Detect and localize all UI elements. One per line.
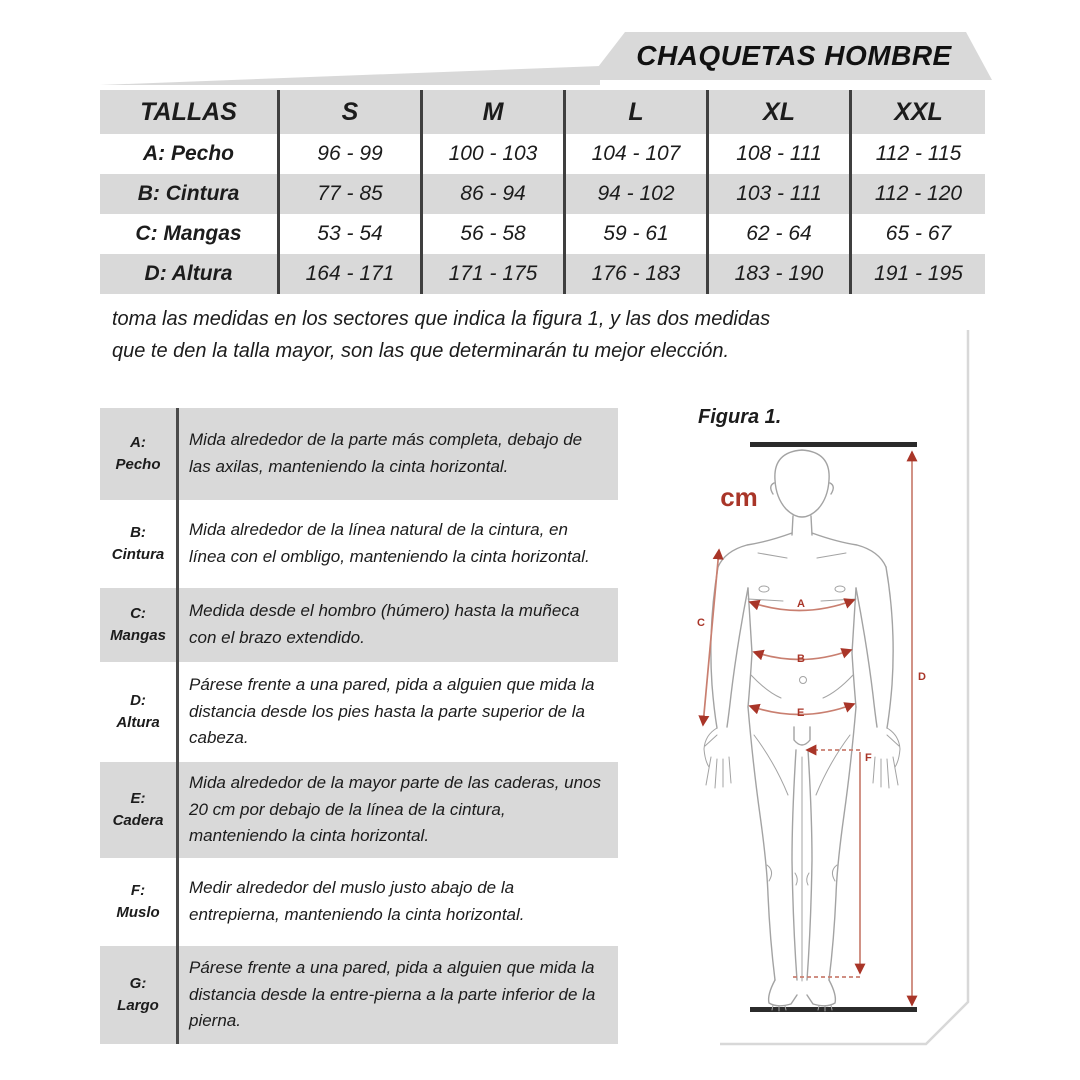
row-label-pecho: A: Pecho: [142, 142, 234, 165]
col-header-tallas: TALLAS: [100, 90, 277, 134]
cell-mangas-xxl: 65 - 67: [849, 214, 985, 254]
label-c-sleeve: C: [697, 617, 705, 629]
label-d-height: D: [918, 671, 926, 683]
col-header-s: S: [277, 90, 420, 134]
guide-description: Párese frente a una pared, pida a alguien que mida la distancia desde la entre-pierna a la parte inferior de la pierna.: [189, 958, 596, 1031]
guide-label: B: Cintura: [111, 523, 165, 563]
row-label-cintura: B: Cintura: [100, 174, 277, 214]
note-line-2: que te den la talla mayor, son las que determinarán tu mejor elección.: [112, 340, 730, 363]
cell-altura-xxl: 191 - 195: [849, 254, 985, 294]
right-leg: [807, 707, 856, 980]
guide-description: Medida desde el hombro (húmero) hasta la muñeca con el brazo extendido.: [189, 601, 580, 647]
crotch-mark: [794, 727, 810, 745]
col-header-xl: XL: [706, 90, 849, 134]
body-measurement-figure: [655, 395, 975, 1055]
cell-cintura-xl: 103 - 111: [706, 174, 849, 214]
cell-altura-s: 164 - 171: [277, 254, 420, 294]
row-label-mangas: C: Mangas: [135, 222, 242, 245]
col-header-m: M: [420, 90, 563, 134]
right-hand: [873, 728, 900, 788]
right-nipple: [835, 586, 845, 592]
cell-pecho-xxl: 112 - 115: [849, 134, 985, 174]
guide-label: C: Mangas: [110, 604, 166, 644]
cell-cintura-l: 94 - 102: [563, 174, 706, 214]
left-nipple: [759, 586, 769, 592]
size-table: [100, 90, 985, 294]
right-ear: [830, 483, 833, 494]
left-leg: [748, 707, 797, 980]
guide-description: Mida alrededor de la mayor parte de las caderas, unos 20 cm por debajo de la línea de la cintura, manteniendo la cinta horizontal.: [189, 773, 602, 846]
cell-mangas-xl: 62 - 64: [706, 214, 849, 254]
right-arm: [856, 567, 893, 728]
col-header-l: L: [563, 90, 706, 134]
floor-bar: [750, 1007, 917, 1012]
guide-label: E: Cadera: [112, 789, 164, 829]
cell-altura-m: 171 - 175: [420, 254, 563, 294]
note-line-1: toma las medidas en los sectores que indica la figura 1, y las dos medidas: [112, 308, 771, 330]
guide-label: G: Largo: [117, 974, 159, 1014]
cell-altura-l: 176 - 183: [563, 254, 706, 294]
cell-pecho-s: 96 - 99: [277, 134, 420, 174]
label-e-hip: E: [797, 707, 805, 719]
right-foot: [807, 980, 835, 1006]
guide-description: Mida alrededor de la línea natural de la cintura, en línea con el ombligo, manteniendo la cinta horizontal.: [189, 520, 590, 566]
col-header-xxl: XXL: [849, 90, 985, 134]
guide-label: F: Muslo: [116, 881, 160, 921]
measurement-marks: [703, 452, 912, 1005]
unit-label: cm: [720, 482, 758, 512]
label-a-chest: A: [797, 598, 805, 610]
left-arm: [711, 567, 748, 728]
guide-description: Medir alrededor del muslo justo abajo de la entrepierna, manteniendo la cinta horizontal.: [189, 878, 525, 924]
cell-pecho-l: 104 - 107: [563, 134, 706, 174]
guide-label: A: Pecho: [115, 433, 161, 473]
cell-cintura-xxl: 112 - 120: [849, 174, 985, 214]
row-label-altura: D: Altura: [100, 254, 277, 294]
page-title: CHAQUETAS HOMBRE: [636, 40, 952, 71]
shoulders: [718, 533, 886, 567]
neck: [792, 516, 812, 535]
human-body-outline: [704, 450, 900, 1011]
cell-cintura-s: 77 - 85: [277, 174, 420, 214]
measuring-guide: [100, 408, 618, 1044]
clavicles: [758, 553, 846, 558]
guide-description: Mida alrededor de la parte más completa, debajo de las axilas, manteniendo la cinta horizontal.: [189, 430, 583, 476]
guide-label: D: Altura: [116, 691, 160, 731]
sleeve-measure-arrow: [703, 550, 719, 725]
figure-caption: Figura 1.: [698, 406, 782, 428]
hip-lines: [751, 675, 853, 698]
cell-altura-xl: 183 - 190: [706, 254, 849, 294]
cell-cintura-m: 86 - 94: [420, 174, 563, 214]
label-b-waist: B: [797, 653, 805, 665]
cell-pecho-xl: 108 - 111: [706, 134, 849, 174]
cell-mangas-s: 53 - 54: [277, 214, 420, 254]
cell-pecho-m: 100 - 103: [420, 134, 563, 174]
cell-mangas-m: 56 - 58: [420, 214, 563, 254]
instructions-note: [112, 303, 922, 368]
head: [775, 450, 829, 517]
navel: [800, 677, 807, 684]
guide-description: Párese frente a una pared, pida a alguien que mida la distancia desde los pies hasta la parte superior de la cabeza.: [189, 675, 595, 748]
left-foot: [769, 980, 797, 1006]
guide-divider-line: [176, 408, 179, 1044]
cell-mangas-l: 59 - 61: [563, 214, 706, 254]
left-hand: [704, 728, 731, 788]
ceiling-bar: [750, 442, 917, 447]
label-f-thigh: F: [865, 752, 872, 764]
left-ear: [771, 483, 774, 494]
figure-1-panel: [655, 395, 975, 1055]
banner-wedge: [100, 66, 600, 85]
